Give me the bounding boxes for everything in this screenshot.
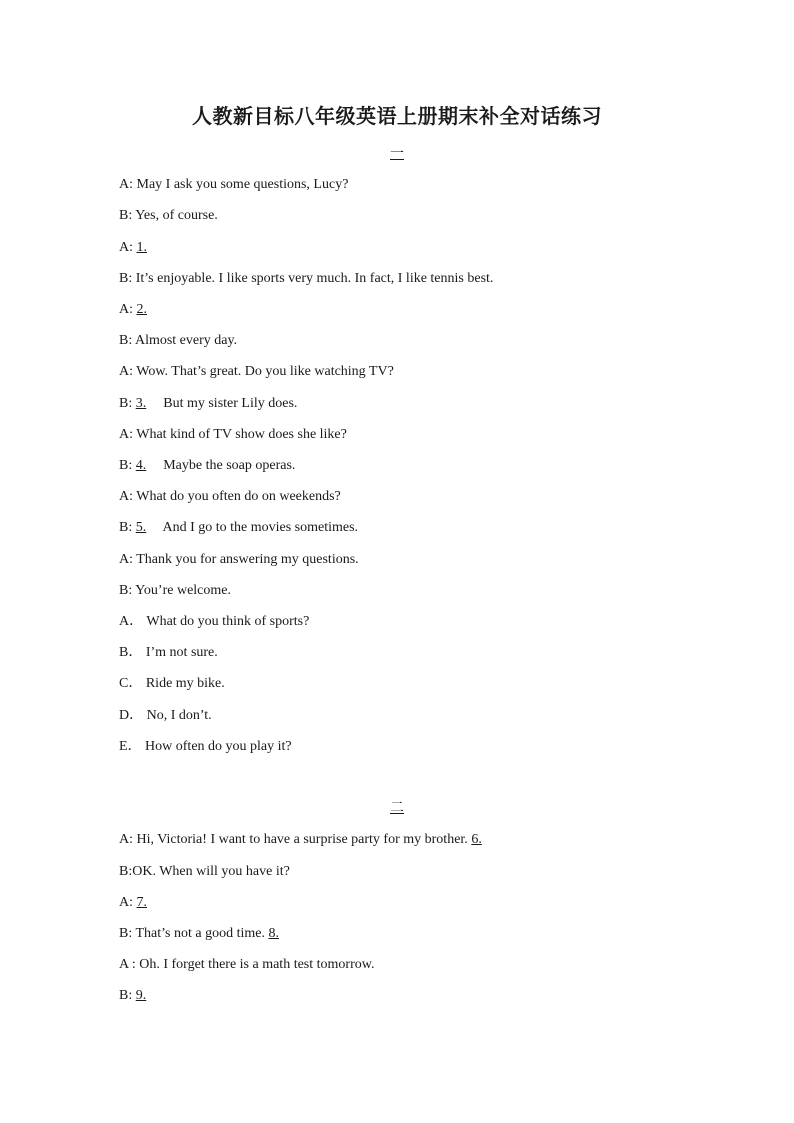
option-a: A． What do you think of sports? bbox=[119, 614, 310, 629]
dialogue-line bbox=[119, 395, 297, 413]
line-text: A: Hi, Victoria! I want to have a surprise party for my brother. bbox=[119, 832, 472, 847]
option-c: C． Ride my bike. bbox=[119, 676, 225, 691]
speaker-prefix: A: bbox=[119, 895, 137, 910]
dialogue-line bbox=[119, 519, 358, 537]
dialogue-line: A: Thank you for answering my questions. bbox=[119, 552, 359, 567]
answer-blank-5: 5. bbox=[135, 520, 147, 535]
speaker-prefix: B: bbox=[119, 396, 136, 411]
answer-blank-7: 7. bbox=[136, 895, 147, 910]
line-suffix: But my sister Lily does. bbox=[159, 396, 298, 411]
dialogue-line bbox=[119, 831, 495, 849]
speaker-prefix: B: bbox=[119, 458, 136, 473]
dialogue-line: A : Oh. I forget there is a math test tomorrow. bbox=[119, 957, 375, 972]
page-title: 人教新目标八年级英语上册期末补全对话练习 bbox=[192, 106, 602, 128]
dialogue-line bbox=[119, 301, 161, 319]
answer-blank-3: 3. bbox=[135, 396, 147, 411]
dialogue-line: B:OK. When will you have it? bbox=[119, 864, 290, 879]
dialogue-line bbox=[119, 239, 161, 257]
dialogue-line: B: Yes, of course. bbox=[119, 208, 218, 223]
option-b: B． I’m not sure. bbox=[119, 645, 218, 660]
dialogue-line: A: What do you often do on weekends? bbox=[119, 489, 341, 504]
dialogue-line: B: You’re welcome. bbox=[119, 583, 231, 598]
dialogue-line bbox=[119, 925, 292, 943]
answer-blank-9: 9. bbox=[135, 988, 147, 1003]
dialogue-line: B: It’s enjoyable. I like sports very much. In fact, I like tennis best. bbox=[119, 271, 494, 286]
section-2-heading: 二 bbox=[390, 801, 404, 816]
dialogue-line bbox=[119, 894, 161, 912]
answer-blank-6: 6. bbox=[471, 832, 482, 847]
speaker-prefix: B: bbox=[119, 988, 136, 1003]
dialogue-line: A: May I ask you some questions, Lucy? bbox=[119, 177, 349, 192]
answer-blank-4: 4. bbox=[135, 458, 147, 473]
answer-blank-8: 8. bbox=[268, 926, 279, 941]
speaker-prefix: A: bbox=[119, 240, 137, 255]
dialogue-line: A: Wow. That’s great. Do you like watching TV? bbox=[119, 364, 394, 379]
answer-blank-1: 1. bbox=[136, 240, 147, 255]
speaker-prefix: A: bbox=[119, 302, 137, 317]
option-e: E． How often do you play it? bbox=[119, 739, 292, 754]
line-suffix: And I go to the movies sometimes. bbox=[159, 520, 359, 535]
dialogue-line: A: What kind of TV show does she like? bbox=[119, 427, 347, 442]
line-suffix: Maybe the soap operas. bbox=[159, 458, 296, 473]
dialogue-line bbox=[119, 987, 160, 1005]
speaker-prefix: B: bbox=[119, 520, 136, 535]
dialogue-line: B: Almost every day. bbox=[119, 333, 238, 348]
line-text: B: That’s not a good time. bbox=[119, 926, 269, 941]
dialogue-line bbox=[119, 457, 295, 475]
answer-blank-2: 2. bbox=[136, 302, 147, 317]
section-1-heading: 一 bbox=[390, 147, 404, 162]
option-d: D． No, I don’t. bbox=[119, 708, 212, 723]
